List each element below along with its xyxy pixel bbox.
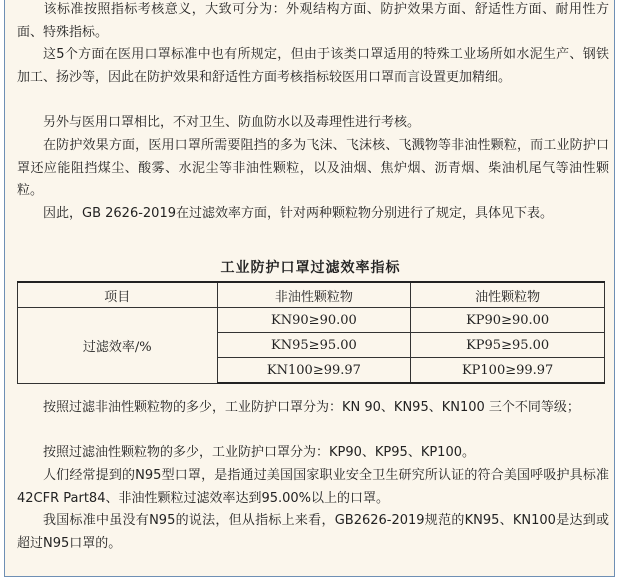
header-item: 项目 [18,282,218,308]
paragraph-9: 我国标准中虽没有N95的说法，但从指标上来看，GB2626-2019规范的KN95、KN100是达到或超过N95口罩的。 [17,513,609,551]
table-cell: KN90≥90.00 [217,308,411,333]
table-header-row [18,282,605,308]
header-non-oily: 非油性颗粒物 [217,282,411,308]
table-cell: KP90≥90.00 [411,308,605,333]
paragraph-8: 人们经常提到的N95型口罩，是指通过美国国家职业安全卫生研究所认证的符合美国呼吸护具标准42CFR Part84、非油性颗粒过滤效率达到95.00%以上的口罩。 [17,468,609,506]
paragraph-2: 这5个方面在医用口罩标准中也有所规定，但由于该类口罩适用的特殊工业场所如水泥生产、钢铁加工、扬沙等，因此在防护效果和舒适性方面考核指标较医用口罩而言设置更加精细。 [17,47,609,85]
row-label-filter-efficiency: 过滤效率/% [18,308,218,384]
table-cell: KP100≥99.97 [411,358,605,384]
table-title: 工业防护口罩过滤效率指标 [220,260,401,276]
paragraph-5: 因此，GB 2626-2019在过滤效率方面，针对两种颗粒物分别进行了规定，具体见下表。 [43,206,553,221]
header-oily: 油性颗粒物 [411,282,605,308]
article-body [4,0,615,577]
paragraph-7: 按照过滤油性颗粒物的多少，工业防护口罩分为：KP90、KP95、KP100。 [43,445,475,460]
table-cell: KN100≥99.97 [217,358,411,384]
table-cell: KN95≥95.00 [217,333,411,358]
paragraph-1: 该标准按照指标考核意义，大致可分为：外观结构方面、防护效果方面、舒适性方面、耐用性方面、特殊指标。 [17,2,609,40]
paragraph-3: 另外与医用口罩相比，不对卫生、防血防水以及毒理性进行考核。 [43,115,421,130]
paragraph-4: 在防护效果方面，医用口罩所需要阻挡的多为飞沫、飞沫核、飞溅物等非油性颗粒，而工业防护口罩还应能阻挡煤尘、酸雾、水泥尘等非油性颗粒，以及油烟、焦炉烟、沥青烟、柴油机尾气等油性颗粒。 [17,138,609,198]
table-cell: KP95≥95.00 [411,333,605,358]
paragraph-6: 按照过滤非油性颗粒物的多少，工业防护口罩分为：KN 90、KN95、KN100 三个不同等级； [43,400,580,415]
filter-efficiency-table [17,281,605,384]
table-row [18,308,605,333]
